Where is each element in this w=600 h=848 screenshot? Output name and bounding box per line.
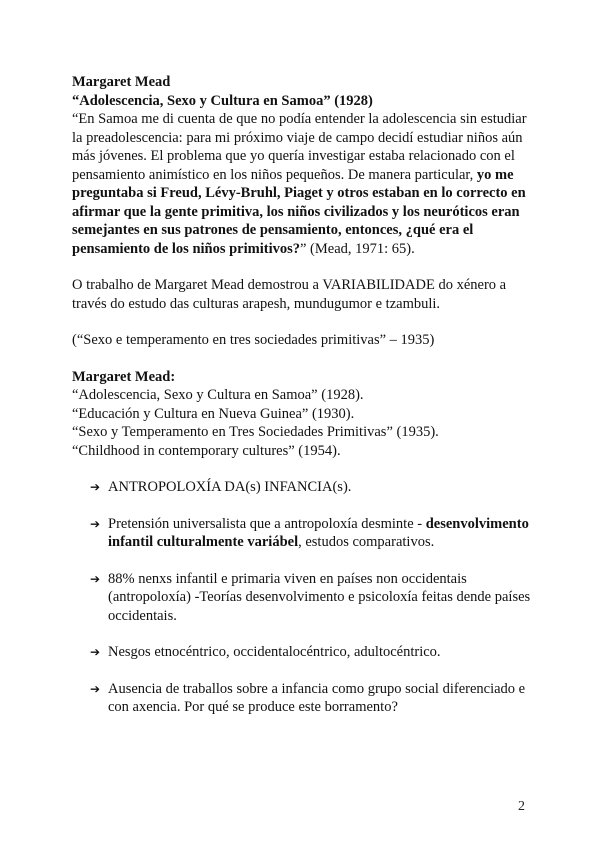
work-title: “Adolescencia, Sexo y Cultura en Samoa” (1928) [72,92,373,109]
quote-text: “En Samoa me di cuenta de que no podía entender la adolescencia sin estudiar la preadolescencia: para mi próximo viaje de campo decidí estudiar niños aún más jóvenes. El problema que yo quería investigar estaba relacionado con el pensamiento animístico en los niños pequeños. De manera particular, [72,111,527,183]
bullet-text-tail: , estudos comparativos. [298,534,435,550]
quote-bold-question: yo me preguntaba si Freud, Lévy-Bruhl, Piaget y otros estaban en lo correcto en afirmar que la gente primitiva, los niños civilizados y los neuróticos eran semejantes en sus patrones de pensamiento, entonces, ¿qué era el pensamiento de los niños primitivos? [72,166,526,257]
mead-quote [72,110,532,258]
arrow-icon: ➔ [90,571,101,586]
works-item: “Sexo y Temperamento en Tres Sociedades Primitivas” (1935). [72,424,439,440]
works-heading: Margaret Mead: [72,368,176,385]
arrow-icon: ➔ [90,645,101,659]
page-number: 2 [518,799,525,814]
bullet-item [72,515,532,552]
variability-paragraph: O trabalho de Margaret Mead demostrou a VARIABILIDADE do xénero a través do estudo das culturas arapesh, mundugumor e tzambuli. [72,277,507,312]
arrow-icon: ➔ [90,516,101,531]
bullet-item [72,680,532,717]
works-item: “Educación y Cultura en Nueva Guinea” (1930). [72,405,355,422]
works-item: “Childhood in contemporary cultures” (1954). [72,442,341,459]
author-heading: Margaret Mead [72,74,171,90]
document-page [72,73,532,735]
bullet-text: Pretensión universalista que a antropoloxía desminte - [108,515,426,532]
arrow-icon: ➔ [90,480,101,494]
bullet-text: Nesgos etnocéntrico, occidentalocéntrico, adultocéntrico. [108,644,441,660]
works-item: “Adolescencia, Sexo y Cultura en Samoa” (1928). [72,387,364,403]
bullet-text: 88% nenxs infantil e primaria viven en países non occidentais (antropoloxía) -Teorías desenvolvimento e psicoloxía feitas dende países occidentais. [108,570,531,624]
arrow-icon: ➔ [90,681,101,696]
temperament-paragraph: (“Sexo e temperamento en tres sociedades primitivas” – 1935) [72,332,435,348]
bullet-item [72,570,532,626]
quote-citation: ” (Mead, 1971: 65). [300,240,415,257]
bullet-item [72,478,532,497]
bullet-item [72,643,532,662]
bullet-list [72,478,532,717]
bullet-text: Ausencia de traballos sobre a infancia como grupo social diferenciado e con axencia. Por qué se produce este borramento? [108,680,526,715]
bullet-bold-text: desenvolvimento infantil culturalmente variábel [108,515,529,550]
bullet-text: ANTROPOLOXÍA DA(s) INFANCIA(s). [108,479,352,495]
works-list [72,368,532,461]
